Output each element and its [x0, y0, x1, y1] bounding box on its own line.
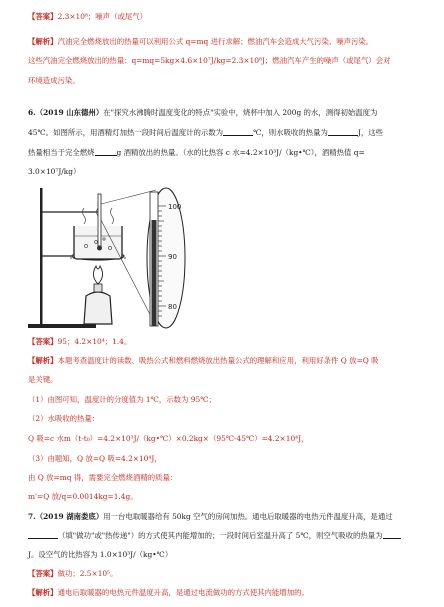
q6-stem-line3: [28, 148, 365, 158]
q5-analysis-line2: 这些汽油完全燃烧放出的热量：q=mq=5kg×4.6×10⁷J/kg=2.3×10⁸J；燃油汽车产生的噪声（或尾气）会对: [28, 56, 391, 65]
flame: [93, 266, 102, 284]
question-number: 6.: [28, 108, 36, 117]
blank-method[interactable]: [28, 531, 58, 539]
question-source: （2019 湖南娄底）: [35, 512, 104, 521]
q7-stem-line2: [28, 531, 401, 541]
q6-step2: （2）水吸收的热量：: [28, 414, 100, 423]
stem-text: 在"探究水沸腾时温度变化的特点"实验中，烧杯中加入 200g 的水，测得初始温度为: [103, 108, 378, 117]
answer-tag: 【答案】: [28, 337, 58, 346]
q5-analysis-line3: 环境造成污染。: [28, 76, 80, 85]
q6-stem-line4: 3.0×10⁷J/kg）: [28, 167, 81, 176]
stem-text: ℃，则水吸收的热量为: [253, 128, 328, 137]
q6-analysis-line2: 是关键。: [28, 375, 58, 384]
analysis-tag: 【解析】: [28, 37, 58, 46]
stem-text: J，这些: [357, 128, 383, 137]
analysis-tag: 【解析】: [28, 588, 58, 597]
analysis-text: 本题考查温度计的读数、吸热公式和燃料燃烧放出热量公式的理解和应用，利用好条件 Q 放=Q 吸: [57, 356, 379, 365]
answer-text: 做功；2.5×10⁵。: [57, 569, 118, 578]
thermometer: [98, 194, 101, 246]
answer-text: 95；4.2×10⁴；1.4。: [57, 337, 132, 346]
analysis-text: 汽油完全燃烧放出的热量可以利用公式 q=mq 进行求解；燃油汽车会造成大气污染、噪声污染。: [57, 37, 374, 46]
q6-analysis-line1: [28, 356, 379, 366]
scale-label-100: 100: [168, 203, 182, 211]
q6-answer: [28, 337, 131, 347]
q5-answer: [28, 12, 147, 22]
blank-heat[interactable]: [328, 128, 358, 136]
q5-analysis-line1: [28, 37, 373, 47]
q6-stem-line2: [28, 128, 383, 138]
mercury-column: [152, 220, 157, 326]
stem-text: 45℃。如图所示，用酒精灯加热一段时间后温度计的示数为: [28, 128, 224, 137]
q6-step3: （3）由题知，Q 放=Q 吸=4.2×10⁴J，: [28, 454, 162, 463]
q7-stem-line3: J。设空气的比热容为 1.0×10³J/（kg•℃）: [28, 550, 173, 559]
alcohol-lamp: [84, 292, 112, 324]
scale-label-90: 90: [168, 253, 177, 261]
q6-step2-formula: Q 吸=c 水m（t-t₀）=4.2×10³J/（kg•℃）×0.2kg×（95℃-45℃）=4.2×10⁴J，: [28, 434, 309, 443]
blank-heat[interactable]: [383, 531, 401, 539]
q7-stem-line1: [28, 512, 393, 522]
scale-label-80: 80: [168, 303, 177, 311]
q6-stem-line1: [28, 108, 377, 118]
question-source: （2019 山东德州）: [35, 108, 104, 117]
q7-analysis-line1: [28, 588, 309, 598]
question-number: 7.: [28, 512, 36, 521]
stem-text: 用一台电取暖器给有 50kg 空气的房间加热。通电后取暖器的电热元件温度升高，是通过: [103, 512, 393, 521]
stem-text: （填"做功"或"热传递"）的方式使其内能增加的；一段时间后室温升高了 5℃，则空气吸收的热量为: [58, 531, 383, 540]
blank-mass[interactable]: [95, 148, 117, 156]
q6-step3b: 由 Q 放=mq 得，需要完全燃烧酒精的质量：: [28, 473, 178, 482]
stem-text: g 酒精放出的热量。（水的比热容 c 水=4.2×10³J/（kg•℃），酒精热值 q=: [116, 148, 365, 157]
blank-temperature[interactable]: [223, 128, 253, 136]
analysis-tag: 【解析】: [28, 356, 58, 365]
experiment-figure: [26, 184, 191, 332]
answer-text: 2.3×10⁸；噪声（或尾气）: [57, 12, 148, 21]
q6-step3-formula: m'=Q 放/q=0.0014kg=1.4g。: [28, 492, 138, 501]
stem-text: 热量相当于完全燃烧: [28, 148, 95, 157]
answer-tag: 【答案】: [28, 569, 58, 578]
answer-tag: 【答案】: [28, 12, 58, 21]
q6-step1: （1）由图可知，温度计的分度值为 1℃，示数为 95℃；: [28, 395, 216, 404]
q7-answer: [28, 569, 117, 579]
analysis-text: 通电后取暖器的电热元件温度升高，是通过电流做功的方式使其内能增加的。: [57, 588, 309, 597]
